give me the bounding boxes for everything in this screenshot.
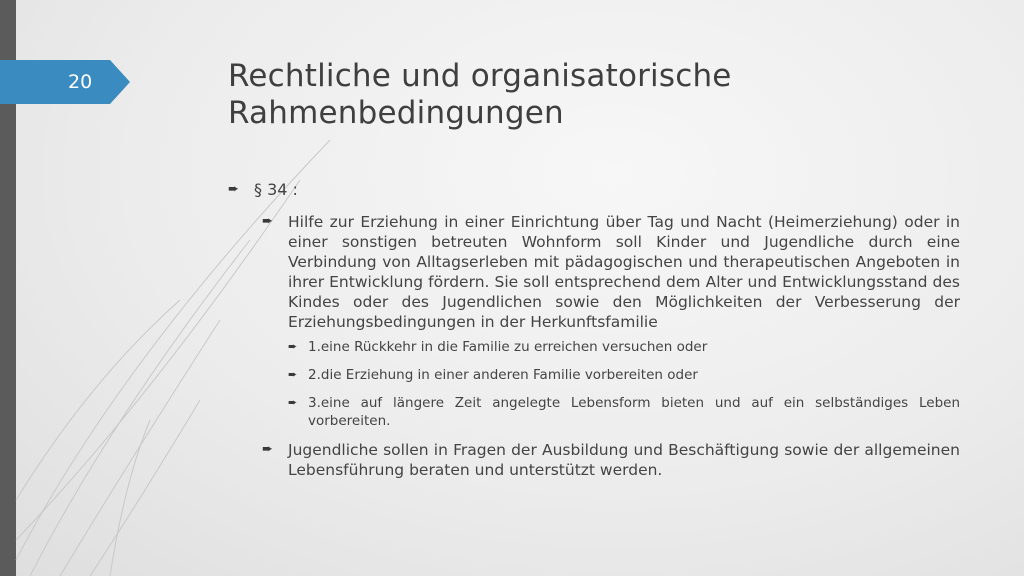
sub-item-2-text: 2.die Erziehung in einer anderen Familie vorbereiten oder: [308, 367, 698, 383]
paragraph-bullet-2: [262, 440, 960, 480]
slide-content: [228, 180, 960, 486]
title-line-2: Rahmenbedingungen: [228, 95, 564, 131]
slide-number: 20: [68, 71, 93, 93]
slide-title: [228, 58, 988, 132]
paragraph-2-text: Jugendliche sollen in Fragen der Ausbildung und Beschäftigung sowie der allgemeinen Lebensführung beraten und unterstützt werden.: [288, 441, 960, 479]
arrow-right-icon: ➨: [228, 182, 239, 197]
arrow-right-icon: ➨: [288, 396, 298, 409]
sub-item-1-text: 1.eine Rückkehr in die Familie zu erreichen versuchen oder: [308, 339, 708, 355]
arrow-right-icon: ➨: [262, 214, 273, 229]
slide-number-banner: [0, 60, 130, 104]
title-line-1: Rechtliche und organisatorische: [228, 58, 732, 94]
sub-item-2: [288, 366, 960, 384]
section-bullet: [228, 180, 960, 200]
paragraph-1-text: Hilfe zur Erziehung in einer Einrichtung über Tag und Nacht (Heimerziehung) oder in einer sonstigen betreuten Wohnform soll Kinder und Jugendliche durch eine Verbindung von Alltagserleben mit pädagogischen und therapeutischen Angeboten in ihrer Entwicklung fördern. Sie soll entsprechend dem Alter und Entwicklungsstand des Kindes oder des Jugendlichen sowie den Möglichkeiten der Verbesserung der Erziehungsbedingungen in der Herkunftsfamilie: [288, 213, 960, 331]
sub-item-1: [288, 338, 960, 356]
arrow-right-icon: ➨: [262, 442, 273, 457]
arrow-right-icon: ➨: [288, 368, 298, 381]
sub-item-3: [288, 394, 960, 430]
arrow-right-icon: ➨: [288, 340, 298, 353]
sub-item-3-text: 3.eine auf längere Zeit angelegte Lebensform bieten und auf ein selbständiges Leben vorbereiten.: [308, 395, 960, 429]
paragraph-bullet-1: [262, 212, 960, 332]
section-label: § 34 :: [254, 180, 298, 199]
